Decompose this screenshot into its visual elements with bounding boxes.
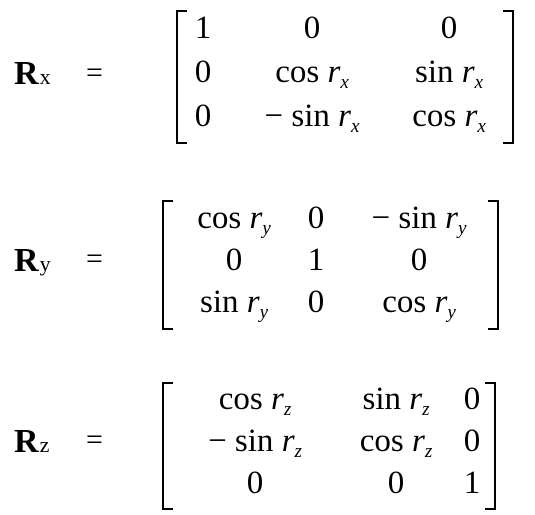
cell-r0-c0: cos ry <box>197 200 271 239</box>
lhs-rz <box>14 425 49 459</box>
cell-r1-c0: 0 <box>225 242 243 278</box>
cell-r2-c2: cos rx <box>412 98 486 137</box>
equation-rx <box>0 6 535 146</box>
right-bracket <box>485 382 496 510</box>
cell-r2-c1: 0 <box>307 284 325 320</box>
cell-r0-c2: 0 <box>463 381 481 417</box>
equation-ry <box>0 196 535 336</box>
lhs-subscript: x <box>39 64 51 89</box>
left-bracket <box>162 200 173 330</box>
cell-r1-c0: − sin rz <box>208 423 302 462</box>
cell-r0-c0: cos rz <box>218 381 292 420</box>
equals-sign: = <box>86 242 103 275</box>
equation-rz <box>0 379 535 513</box>
left-bracket <box>162 382 173 510</box>
cell-r0-c1: sin rz <box>362 381 430 420</box>
cell-r1-c2: sin rx <box>414 54 484 93</box>
cell-r0-c1: 0 <box>307 200 325 236</box>
cell-r0-c2: − sin ry <box>371 200 467 239</box>
cell-r1-c2: 0 <box>463 423 481 459</box>
cell-r2-c2: 1 <box>463 465 481 501</box>
right-bracket <box>503 10 514 144</box>
cell-r2-c0: 0 <box>246 465 264 501</box>
lhs-symbol: R <box>14 423 39 460</box>
cell-r0-c2: 0 <box>440 10 458 46</box>
cell-r1-c1: cos rz <box>359 423 433 462</box>
cell-r1-c0: 0 <box>194 54 212 90</box>
right-bracket <box>488 200 499 330</box>
cell-r1-c1: 1 <box>307 242 325 278</box>
lhs-ry <box>14 244 51 278</box>
cell-r2-c0: 0 <box>194 98 212 134</box>
cell-r2-c1: 0 <box>387 465 405 501</box>
lhs-subscript: y <box>39 251 51 276</box>
equals-sign: = <box>86 56 103 89</box>
cell-r0-c0: 1 <box>194 10 212 46</box>
cell-r2-c1: − sin rx <box>264 98 360 137</box>
cell-r1-c2: 0 <box>410 242 428 278</box>
lhs-symbol: R <box>14 242 39 279</box>
cell-r2-c0: sin ry <box>199 284 269 323</box>
left-bracket <box>176 10 187 144</box>
cell-r1-c1: cos rx <box>275 54 349 93</box>
cell-r2-c2: cos ry <box>382 284 456 323</box>
equals-sign: = <box>86 423 103 456</box>
cell-r0-c1: 0 <box>303 10 321 46</box>
lhs-symbol: R <box>14 55 39 92</box>
lhs-rx <box>14 57 51 91</box>
lhs-subscript: z <box>39 432 50 457</box>
